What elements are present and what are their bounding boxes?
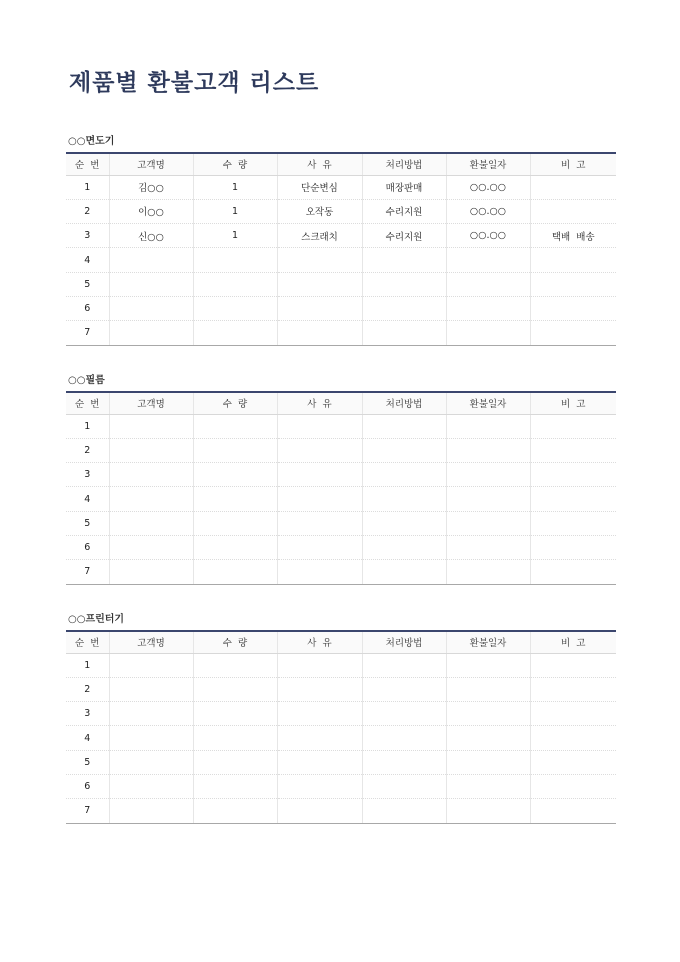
cell-refund-date[interactable]	[446, 560, 530, 584]
cell-refund-date[interactable]	[446, 702, 530, 726]
cell-method[interactable]: 수리지원	[362, 224, 446, 248]
cell-seq[interactable]: 5	[66, 511, 109, 535]
table-row	[66, 677, 616, 701]
cell-seq[interactable]: 3	[66, 702, 109, 726]
cell-note[interactable]	[530, 511, 616, 535]
cell-method[interactable]	[362, 487, 446, 511]
cell-method[interactable]: 수리지원	[362, 199, 446, 223]
section-razor	[66, 134, 616, 346]
cell-note[interactable]	[530, 702, 616, 726]
cell-refund-date[interactable]	[446, 750, 530, 774]
cell-refund-date[interactable]	[446, 463, 530, 487]
cell-refund-date[interactable]	[446, 511, 530, 535]
cell-reason[interactable]	[277, 321, 362, 345]
cell-method[interactable]	[362, 799, 446, 823]
cell-reason[interactable]	[277, 487, 362, 511]
section-printer	[66, 612, 616, 824]
column-header-seq: 순 번	[66, 392, 109, 414]
refund-table	[66, 630, 616, 824]
cell-note[interactable]	[530, 799, 616, 823]
cell-seq[interactable]: 2	[66, 438, 109, 462]
table-row	[66, 224, 616, 248]
cell-method[interactable]	[362, 296, 446, 320]
column-header-customer: 고객명	[109, 631, 193, 653]
cell-quantity[interactable]	[193, 321, 277, 345]
cell-reason[interactable]	[277, 248, 362, 272]
cell-seq[interactable]: 7	[66, 321, 109, 345]
page-title: 제품별 환불고객 리스트	[69, 70, 320, 96]
cell-reason[interactable]	[277, 726, 362, 750]
table-row	[66, 438, 616, 462]
section-film	[66, 373, 616, 585]
cell-quantity[interactable]	[193, 535, 277, 559]
cell-seq[interactable]: 7	[66, 560, 109, 584]
column-header-customer: 고객명	[109, 153, 193, 175]
table-row	[66, 774, 616, 798]
column-header-refund-date: 환불일자	[446, 631, 530, 653]
cell-refund-date[interactable]	[446, 799, 530, 823]
cell-reason[interactable]	[277, 272, 362, 296]
cell-reason[interactable]	[277, 677, 362, 701]
cell-seq[interactable]: 4	[66, 248, 109, 272]
cell-refund-date[interactable]	[446, 487, 530, 511]
section-title: ○○필름	[68, 375, 105, 386]
cell-method[interactable]	[362, 702, 446, 726]
table-row	[66, 560, 616, 584]
cell-seq[interactable]: 5	[66, 750, 109, 774]
cell-seq[interactable]: 1	[66, 175, 109, 199]
refund-table	[66, 391, 616, 585]
cell-customer[interactable]	[109, 272, 193, 296]
cell-reason[interactable]	[277, 414, 362, 438]
cell-note[interactable]	[530, 321, 616, 345]
refund-table	[66, 152, 616, 346]
table-row	[66, 463, 616, 487]
cell-seq[interactable]: 1	[66, 653, 109, 677]
cell-method[interactable]	[362, 438, 446, 462]
table-row	[66, 726, 616, 750]
cell-refund-date[interactable]	[446, 774, 530, 798]
cell-seq[interactable]: 4	[66, 726, 109, 750]
cell-refund-date[interactable]	[446, 438, 530, 462]
cell-refund-date[interactable]	[446, 272, 530, 296]
cell-seq[interactable]: 6	[66, 774, 109, 798]
cell-note[interactable]	[530, 535, 616, 559]
cell-seq[interactable]: 6	[66, 535, 109, 559]
cell-quantity[interactable]	[193, 272, 277, 296]
table-header-row	[66, 153, 616, 175]
column-header-reason: 사 유	[277, 153, 362, 175]
table-row	[66, 272, 616, 296]
cell-method[interactable]	[362, 248, 446, 272]
cell-note[interactable]	[530, 653, 616, 677]
cell-refund-date[interactable]	[446, 726, 530, 750]
cell-customer[interactable]: 이○○	[109, 199, 193, 223]
cell-quantity[interactable]	[193, 463, 277, 487]
cell-seq[interactable]: 2	[66, 199, 109, 223]
table-header-row	[66, 631, 616, 653]
table-header-row	[66, 392, 616, 414]
column-header-seq: 순 번	[66, 153, 109, 175]
cell-note[interactable]	[530, 560, 616, 584]
cell-method[interactable]	[362, 321, 446, 345]
cell-customer[interactable]	[109, 653, 193, 677]
column-header-reason: 사 유	[277, 392, 362, 414]
cell-customer[interactable]	[109, 487, 193, 511]
cell-customer[interactable]: 김○○	[109, 175, 193, 199]
cell-customer[interactable]	[109, 463, 193, 487]
cell-seq[interactable]: 3	[66, 224, 109, 248]
cell-method[interactable]	[362, 774, 446, 798]
cell-refund-date[interactable]	[446, 248, 530, 272]
cell-customer[interactable]: 신○○	[109, 224, 193, 248]
cell-reason[interactable]: 단순변심	[277, 175, 362, 199]
column-header-refund-date: 환불일자	[446, 153, 530, 175]
column-header-note: 비 고	[530, 153, 616, 175]
cell-quantity[interactable]	[193, 414, 277, 438]
column-header-seq: 순 번	[66, 631, 109, 653]
cell-refund-date[interactable]	[446, 535, 530, 559]
cell-seq[interactable]: 1	[66, 414, 109, 438]
cell-seq[interactable]: 6	[66, 296, 109, 320]
cell-seq[interactable]: 3	[66, 463, 109, 487]
cell-customer[interactable]	[109, 248, 193, 272]
column-header-method: 처리방법	[362, 631, 446, 653]
cell-quantity[interactable]	[193, 677, 277, 701]
cell-quantity[interactable]	[193, 774, 277, 798]
table-row	[66, 653, 616, 677]
cell-reason[interactable]	[277, 653, 362, 677]
cell-customer[interactable]	[109, 799, 193, 823]
cell-note[interactable]	[530, 199, 616, 223]
cell-reason[interactable]	[277, 560, 362, 584]
cell-refund-date[interactable]	[446, 653, 530, 677]
table-row	[66, 511, 616, 535]
table-row	[66, 199, 616, 223]
column-header-reason: 사 유	[277, 631, 362, 653]
column-header-quantity: 수 량	[193, 153, 277, 175]
cell-customer[interactable]	[109, 726, 193, 750]
cell-refund-date[interactable]	[446, 677, 530, 701]
cell-quantity[interactable]: 1	[193, 199, 277, 223]
cell-method[interactable]	[362, 560, 446, 584]
cell-refund-date[interactable]	[446, 414, 530, 438]
cell-customer[interactable]	[109, 750, 193, 774]
table-row	[66, 535, 616, 559]
cell-method[interactable]	[362, 653, 446, 677]
cell-quantity[interactable]	[193, 560, 277, 584]
cell-reason[interactable]: 오작동	[277, 199, 362, 223]
cell-note[interactable]	[530, 248, 616, 272]
cell-customer[interactable]	[109, 677, 193, 701]
column-header-method: 처리방법	[362, 392, 446, 414]
cell-quantity[interactable]	[193, 511, 277, 535]
cell-note[interactable]	[530, 414, 616, 438]
cell-method[interactable]	[362, 463, 446, 487]
table-row	[66, 750, 616, 774]
cell-note[interactable]	[530, 750, 616, 774]
cell-customer[interactable]	[109, 438, 193, 462]
cell-reason[interactable]	[277, 511, 362, 535]
cell-customer[interactable]	[109, 296, 193, 320]
table-row	[66, 248, 616, 272]
cell-customer[interactable]	[109, 774, 193, 798]
cell-note[interactable]	[530, 726, 616, 750]
cell-reason[interactable]	[277, 702, 362, 726]
cell-note[interactable]	[530, 272, 616, 296]
cell-note[interactable]: 택배 배송	[530, 224, 616, 248]
cell-quantity[interactable]	[193, 702, 277, 726]
cell-quantity[interactable]: 1	[193, 175, 277, 199]
cell-reason[interactable]	[277, 750, 362, 774]
cell-reason[interactable]	[277, 438, 362, 462]
cell-reason[interactable]	[277, 463, 362, 487]
cell-seq[interactable]: 2	[66, 677, 109, 701]
column-header-quantity: 수 량	[193, 392, 277, 414]
table-row	[66, 296, 616, 320]
column-header-note: 비 고	[530, 392, 616, 414]
cell-quantity[interactable]	[193, 487, 277, 511]
column-header-method: 처리방법	[362, 153, 446, 175]
cell-quantity[interactable]	[193, 750, 277, 774]
table-row	[66, 175, 616, 199]
cell-note[interactable]	[530, 463, 616, 487]
cell-quantity[interactable]	[193, 438, 277, 462]
cell-method[interactable]	[362, 726, 446, 750]
cell-seq[interactable]: 7	[66, 799, 109, 823]
cell-seq[interactable]: 4	[66, 487, 109, 511]
cell-method[interactable]	[362, 750, 446, 774]
cell-method[interactable]	[362, 511, 446, 535]
cell-reason[interactable]	[277, 799, 362, 823]
cell-note[interactable]	[530, 438, 616, 462]
table-row	[66, 487, 616, 511]
cell-customer[interactable]	[109, 702, 193, 726]
cell-note[interactable]	[530, 774, 616, 798]
cell-method[interactable]	[362, 414, 446, 438]
cell-refund-date[interactable]	[446, 296, 530, 320]
table-row	[66, 702, 616, 726]
cell-reason[interactable]: 스크래치	[277, 224, 362, 248]
table-row	[66, 799, 616, 823]
cell-refund-date[interactable]	[446, 321, 530, 345]
cell-method[interactable]	[362, 677, 446, 701]
cell-quantity[interactable]	[193, 248, 277, 272]
cell-note[interactable]	[530, 677, 616, 701]
table-row	[66, 414, 616, 438]
cell-quantity[interactable]	[193, 296, 277, 320]
cell-note[interactable]	[530, 487, 616, 511]
cell-refund-date[interactable]: ○○.○○	[446, 175, 530, 199]
cell-customer[interactable]	[109, 321, 193, 345]
section-title: ○○면도기	[68, 136, 115, 147]
cell-customer[interactable]	[109, 535, 193, 559]
cell-quantity[interactable]	[193, 726, 277, 750]
cell-reason[interactable]	[277, 535, 362, 559]
cell-quantity[interactable]	[193, 653, 277, 677]
column-header-refund-date: 환불일자	[446, 392, 530, 414]
column-header-quantity: 수 량	[193, 631, 277, 653]
cell-refund-date[interactable]: ○○.○○	[446, 199, 530, 223]
cell-customer[interactable]	[109, 511, 193, 535]
cell-quantity[interactable]: 1	[193, 224, 277, 248]
table-row	[66, 321, 616, 345]
cell-method[interactable]	[362, 272, 446, 296]
cell-customer[interactable]	[109, 414, 193, 438]
section-title: ○○프린터기	[68, 614, 125, 625]
cell-refund-date[interactable]: ○○.○○	[446, 224, 530, 248]
cell-reason[interactable]	[277, 774, 362, 798]
cell-method[interactable]	[362, 535, 446, 559]
cell-customer[interactable]	[109, 560, 193, 584]
column-header-note: 비 고	[530, 631, 616, 653]
cell-quantity[interactable]	[193, 799, 277, 823]
cell-note[interactable]	[530, 175, 616, 199]
cell-note[interactable]	[530, 296, 616, 320]
cell-reason[interactable]	[277, 296, 362, 320]
cell-method[interactable]: 매장판매	[362, 175, 446, 199]
cell-seq[interactable]: 5	[66, 272, 109, 296]
column-header-customer: 고객명	[109, 392, 193, 414]
